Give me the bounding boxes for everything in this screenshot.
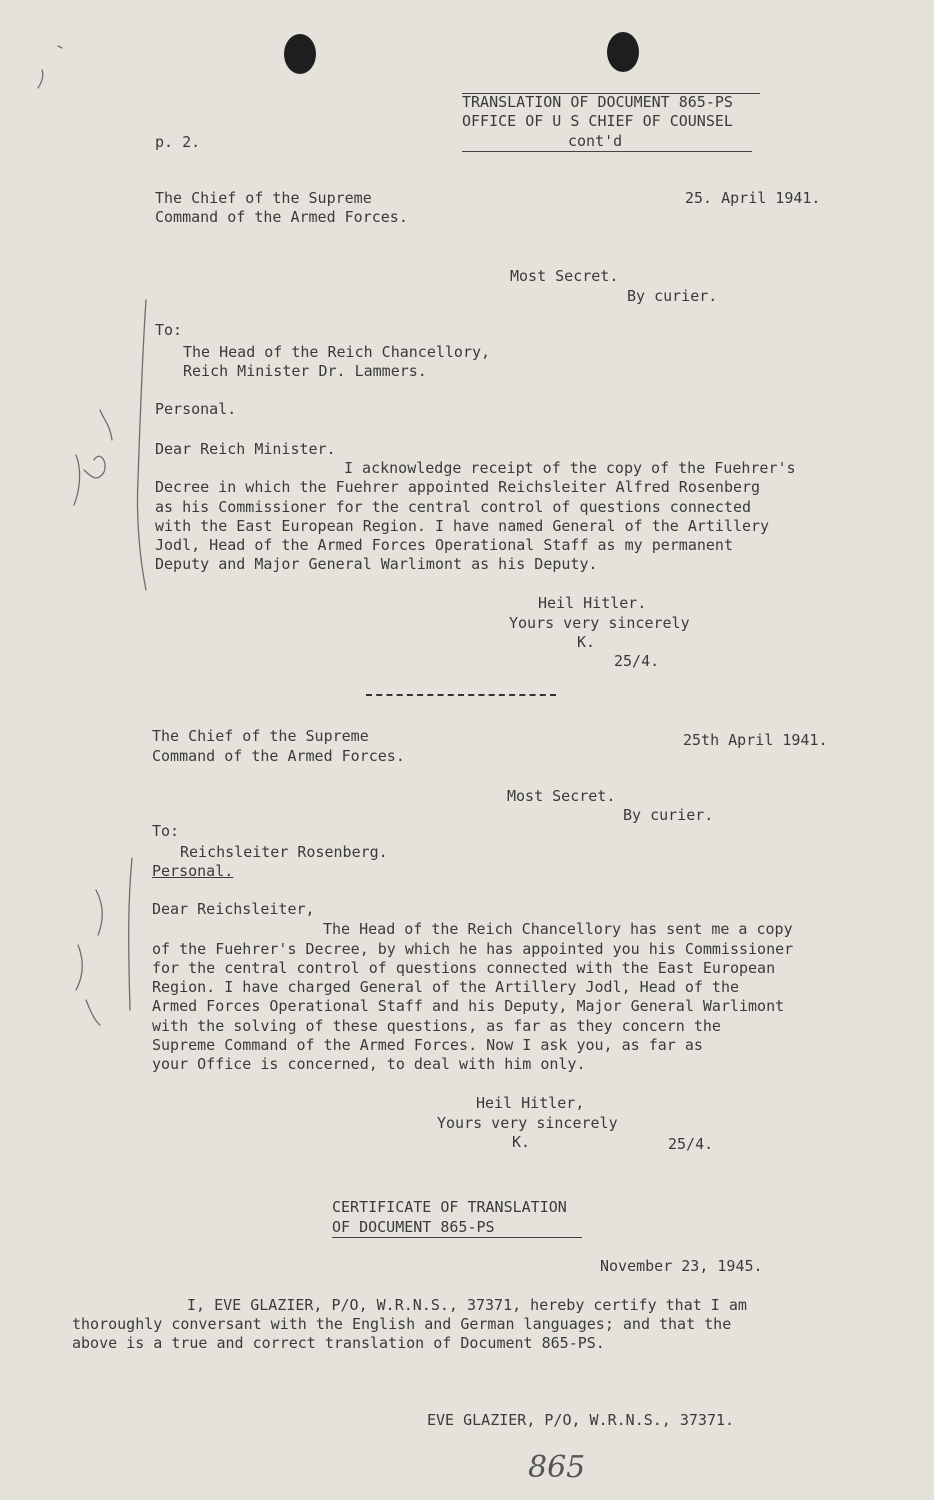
letter1-sig-date: 25/4.: [614, 652, 660, 670]
letter1-to-label: To:: [155, 321, 183, 339]
letter2-classification: Most Secret.: [507, 787, 616, 805]
letter1-body-6: Deputy and Major General Warlimont as his Deputy.: [155, 555, 598, 573]
letter2-sig-date: 25/4.: [668, 1135, 714, 1153]
letter1-sender-1: The Chief of the Supreme: [155, 189, 372, 207]
certificate-title-2: OF DOCUMENT 865-PS: [332, 1218, 495, 1236]
letter1-body-5: Jodl, Head of the Armed Forces Operational Staff as my permanent: [155, 536, 733, 554]
letter1-recipient-2: Reich Minister Dr. Lammers.: [183, 362, 427, 380]
letter2-body-6: with the solving of these questions, as far as they concern the: [152, 1017, 721, 1035]
letter1-sender-2: Command of the Armed Forces.: [155, 208, 408, 226]
letter1-recipient-1: The Head of the Reich Chancellory,: [183, 343, 491, 361]
letter1-classification: Most Secret.: [510, 267, 619, 285]
letter1-body-2: Decree in which the Fuehrer appointed Reichsleiter Alfred Rosenberg: [155, 478, 761, 496]
letter1-closing: Heil Hitler.: [538, 594, 647, 612]
header-contd: cont'd: [568, 132, 623, 150]
letter2-delivery: By curier.: [623, 806, 714, 824]
letter2-body-1: The Head of the Reich Chancellory has sent me a copy: [323, 920, 793, 938]
letter1-personal: Personal.: [155, 400, 237, 418]
letter2-body-2: of the Fuehrer's Decree, by which he has appointed you his Commissioner: [152, 940, 794, 958]
page-number: p. 2.: [155, 133, 201, 151]
handwritten-document-number: 865: [528, 1450, 586, 1485]
certificate-signature: EVE GLAZIER, P/O, W.R.N.S., 37371.: [427, 1411, 735, 1429]
letter2-body-7: Supreme Command of the Armed Forces. Now I ask you, as far as: [152, 1036, 703, 1054]
certificate-body-1: I, EVE GLAZIER, P/O, W.R.N.S., 37371, hereby certify that I am: [187, 1296, 747, 1314]
letter2-body-4: Region. I have charged General of the Artillery Jodl, Head of the: [152, 978, 739, 996]
letter1-sign-off: Yours very sincerely: [509, 614, 690, 632]
letter2-recipient: Reichsleiter Rosenberg.: [180, 843, 388, 861]
letter1-body-1: I acknowledge receipt of the copy of the Fuehrer's: [344, 459, 796, 477]
header-line-1: TRANSLATION OF DOCUMENT 865-PS: [462, 93, 733, 111]
letter2-sign-off: Yours very sincerely: [437, 1114, 618, 1132]
letter2-closing: Heil Hitler,: [476, 1094, 585, 1112]
header-line-2: OFFICE OF U S CHIEF OF COUNSEL: [462, 112, 733, 130]
letter2-sender-1: The Chief of the Supreme: [152, 727, 369, 745]
certificate-body-3: above is a true and correct translation of Document 865-PS.: [72, 1334, 605, 1352]
letter2-salutation: Dear Reichsleiter,: [152, 900, 315, 918]
letter2-to-label: To:: [152, 822, 180, 840]
letter2-personal: Personal.: [152, 862, 234, 880]
letter2-body-5: Armed Forces Operational Staff and his Deputy, Major General Warlimont: [152, 997, 785, 1015]
letter1-date: 25. April 1941.: [685, 189, 821, 207]
letter2-body-3: for the central control of questions connected with the East European: [152, 959, 776, 977]
letter1-initial: K.: [577, 633, 596, 651]
letter1-body-3: as his Commissioner for the central control of questions connected: [155, 498, 752, 516]
certificate-date: November 23, 1945.: [600, 1257, 763, 1275]
letter1-body-4: with the East European Region. I have named General of the Artillery: [155, 517, 770, 535]
letter2-body-8: your Office is concerned, to deal with him only.: [152, 1055, 586, 1073]
letter2-date: 25th April 1941.: [683, 731, 828, 749]
letter2-initial: K.: [512, 1133, 531, 1151]
letter1-delivery: By curier.: [627, 287, 718, 305]
letter1-salutation: Dear Reich Minister.: [155, 440, 336, 458]
certificate-title-1: CERTIFICATE OF TRANSLATION: [332, 1198, 567, 1216]
letter2-sender-2: Command of the Armed Forces.: [152, 747, 405, 765]
certificate-body-2: thoroughly conversant with the English and German languages; and that the: [72, 1315, 732, 1333]
